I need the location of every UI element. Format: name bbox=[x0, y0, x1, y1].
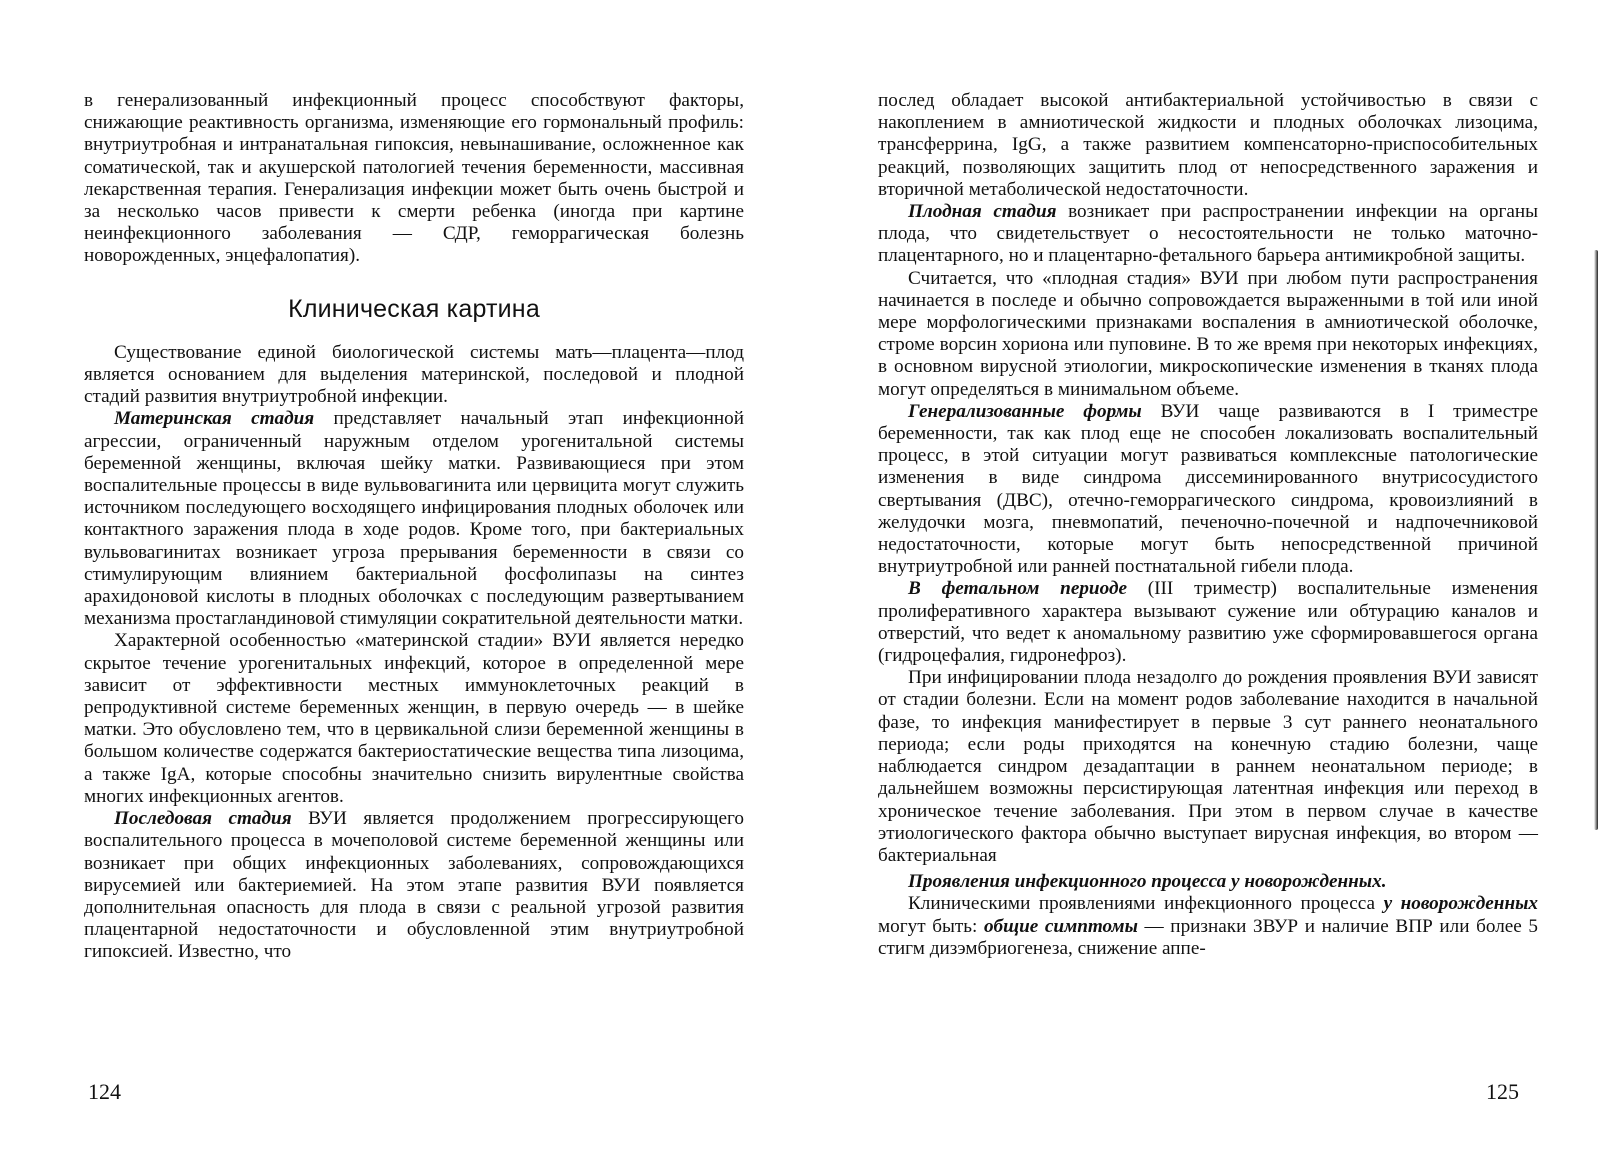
page-number-left: 124 bbox=[88, 1079, 121, 1104]
term-maternal-stage: Материнская стадия bbox=[114, 408, 315, 430]
section-heading: Клиническая картина bbox=[288, 294, 540, 323]
term-in-newborns: у новорожденных bbox=[1383, 893, 1539, 915]
right-paragraph-3-text: ВУИ чаще развиваются в I триместре беременности, так как плод еще не способен локализовать воспалительный процесс, в этой ситуации могут развиваться комплексные патологические изменения в виде синдрома диссеминированного внутрисосудистого свертывания (ДВС), отечно-геморрагического синдрома, кровоизлияний в желудочки мозга, пневмопатий, печеночно-почечной и надпочечниковой недостаточности, которые могут быть непосредственной причиной внутриутробной или ранней постнатальной гибели плода. bbox=[878, 400, 1538, 578]
right-intro-paragraph: послед обладает высокой антибактериальной устойчивостью в связи с накоплением в амниотической жидкости и плодных оболочках лизоцима, трансферрина, IgG, а также развитием компенсаторно-приспособительных реакций, позволяющих защитить плод от непосредственного заражения и вторичной метаболической недостаточности. bbox=[878, 90, 1538, 200]
book-edge-shadow bbox=[1594, 250, 1598, 830]
right-paragraph-6-mid: могут быть: bbox=[878, 915, 984, 937]
right-paragraph-6-end: — признаки ЗВУР и наличие ВПР или более 5 стигм дизэмбриогенеза, снижение аппе- bbox=[878, 915, 1538, 959]
term-fetal-stage: Плодная стадия bbox=[908, 201, 1057, 223]
right-paragraph-3 bbox=[878, 401, 1538, 579]
right-paragraph-6-start: Клиническими проявлениями инфекционного процесса bbox=[908, 893, 1384, 915]
left-page bbox=[84, 90, 744, 964]
left-intro-paragraph: в генерализованный инфекционный процесс способствуют факторы, снижающие реактивность организма, изменяющие его гормональный профиль: внутриутробная и интранатальная гипоксия, невынашивание, осложненное как соматической, так и акушерской патологией течения беременности, массивная лекарственная терапия. Генерализация инфекции может быть очень быстрой и за несколько часов привести к смерти ребенка (иногда при картине неинфекционного заболевания — СДР, геморрагическая болезнь новорожденных, энцефалопатия). bbox=[84, 90, 744, 267]
left-paragraph-4 bbox=[84, 808, 744, 963]
left-paragraph-1: Существование единой биологической системы мать—плацента—плод является основанием для выделения материнской, последовой и плодной стадий развития внутриутробной инфекции. bbox=[84, 341, 744, 408]
page-number-right: 125 bbox=[1486, 1079, 1519, 1104]
subheading-newborn-manifestations: Проявления инфекционного процесса у новорожденных. bbox=[908, 871, 1387, 893]
right-paragraph-1-text: возникает при распространении инфекции на органы плода, что свидетельствует о несостоятельности не только маточно-плацентарного, но и плацентарно-фетального барьера антимикробной защиты. bbox=[878, 201, 1538, 267]
left-paragraph-2 bbox=[84, 408, 744, 630]
right-paragraph-6 bbox=[878, 893, 1538, 960]
right-paragraph-4 bbox=[878, 578, 1538, 667]
right-paragraph-1 bbox=[878, 201, 1538, 268]
left-paragraph-3: Характерной особенностью «материнской стадии» ВУИ является нередко скрытое течение урогенитальных инфекций, которое в определенной мере зависит от эффективности местных иммуноклеточных реакций в репродуктивной системе беременных женщин, в первую очередь — в шейке матки. Это обусловлено тем, что в цервикальной слизи беременной женщины в большом количестве содержатся бактериостатические вещества типа лизоцима, а также IgA, которые способны значительно снизить вирулентные свойства многих инфекционных агентов. bbox=[84, 630, 744, 807]
term-general-symptoms: общие симптомы bbox=[983, 915, 1138, 937]
term-placental-stage: Последовая стадия bbox=[114, 808, 292, 830]
right-paragraph-4-text: (III триместр) воспалительные изменения пролиферативного характера вызывают сужение или обтурацию каналов и отверстий, что ведет к аномальному развитию уже сформировавшегося органа (гидроцефалия, гидронефроз). bbox=[878, 578, 1538, 667]
left-paragraph-2-text: представляет начальный этап инфекционной агрессии, ограниченный наружным отделом урогенитальной системы беременной женщины, включая шейку матки. Развивающиеся при этом воспалительные процессы в виде вульвовагинита или цервицита могут служить источником последующего восходящего инфицирования плодных оболочек или контактного заражения плода в ходе родов. Кроме того, при бактериальных вульвовагинитах возникает угроза прерывания беременности в связи со стимулирующим влиянием бактериальной фосфолипазы на синтез арахидоновой кислоты в плодных оболочках с последующим развертыванием механизма простагландиновой стимуляции сократительной деятельности матки. bbox=[84, 408, 745, 630]
term-generalized-forms: Генерализованные формы bbox=[908, 400, 1142, 422]
right-paragraph-5: При инфицировании плода незадолго до рождения проявления ВУИ зависят от стадии болезни. Если на момент родов заболевание находится в начальной фазе, то инфекция манифестирует в первые 3 сут раннего неонатального периода; если роды приходятся на конечную стадию болезни, чаще наблюдается синдром дезадаптации в раннем неонатальном периоде; в дальнейшем возможны персистирующая латентная инфекция или переход в хроническое течение заболевания. При этом в первом случае в качестве этиологического фактора обычно выступает вирусная инфекция, во втором — бактериальная bbox=[878, 667, 1538, 866]
right-paragraph-2: Считается, что «плодная стадия» ВУИ при любом пути распространения начинается в последе и обычно сопровождается выраженными в той или иной мере морфологическими признаками воспаления в амниотической оболочке, строме ворсин хориона или пуповине. В то же время при некоторых инфекциях, в основном вирусной этиологии, микроскопические изменения в тканях плода могут определяться в минимальном объеме. bbox=[878, 267, 1538, 400]
right-page bbox=[878, 90, 1538, 960]
left-paragraph-4-text: ВУИ является продолжением прогрессирующего воспалительного процесса в мочеполовой системе беременной женщины или возникает при общих инфекционных заболеваниях, сопровождающихся вирусемией или бактериемией. На этом этапе развития ВУИ появляется дополнительная опасность для плода в связи с реальной угрозой развития плацентарной недостаточности и обусловленной этим внутриутробной гипоксией. Известно, что bbox=[84, 808, 745, 963]
term-fetal-period: В фетальном периоде bbox=[908, 578, 1127, 600]
